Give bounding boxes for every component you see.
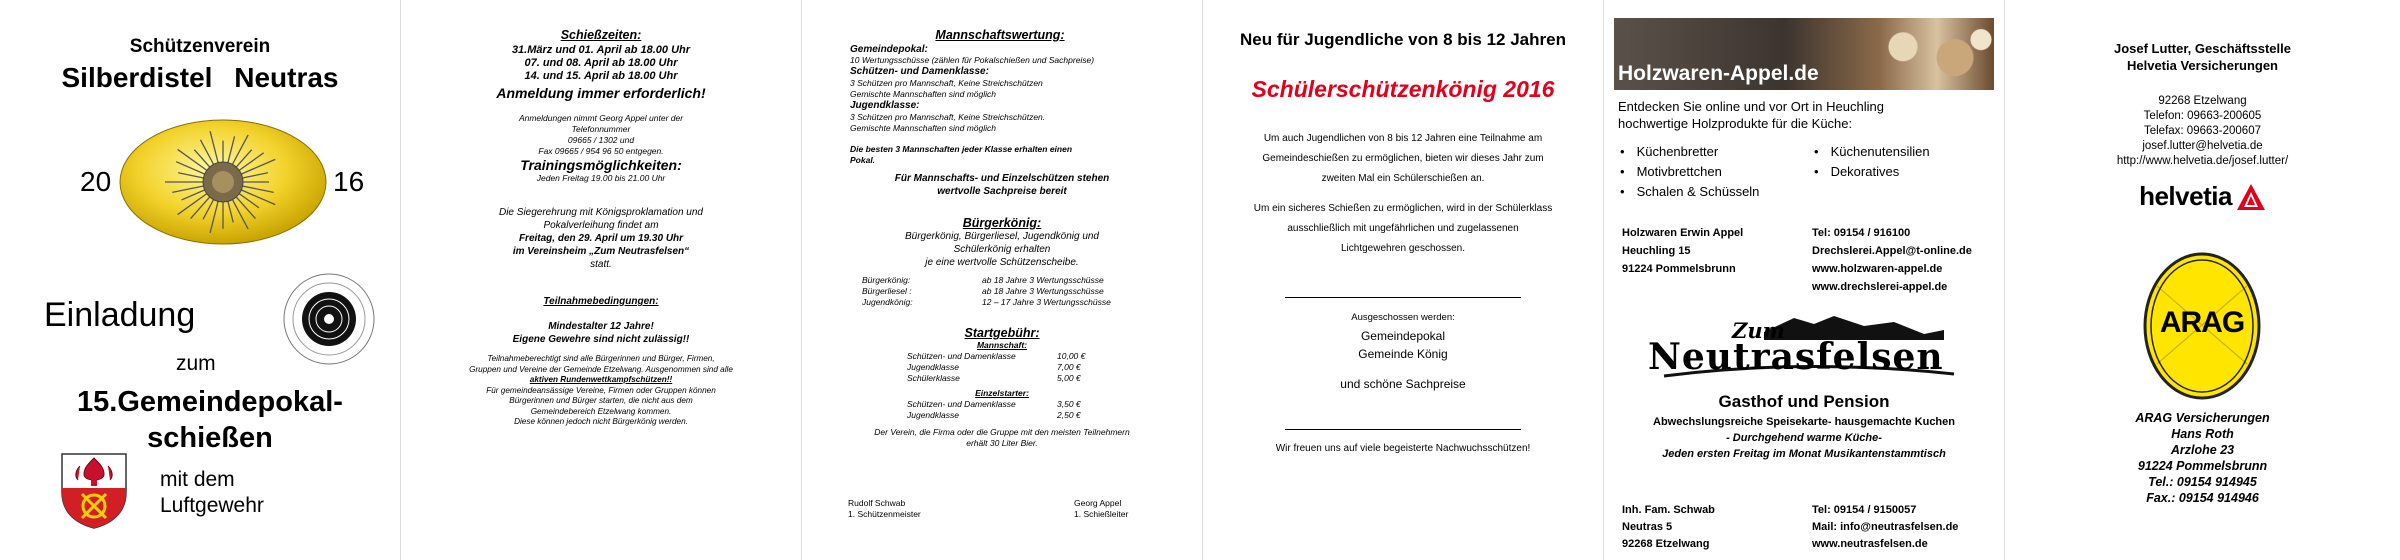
king-heading: Bürgerkönig:	[962, 216, 1042, 230]
fee-single-table	[907, 399, 1097, 421]
product-list-left	[1620, 142, 1759, 202]
king-row-key: Bürgerkönig:	[862, 275, 911, 285]
event-title-2: schießen	[147, 422, 273, 454]
holz-addr-1: Holzwaren Erwin Appel	[1622, 227, 1744, 239]
holz-contact-3[interactable]: www.holzwaren-appel.de	[1812, 263, 1943, 275]
club-line1: Schützenverein	[129, 36, 271, 57]
logo-zum: Zum	[1732, 318, 1785, 343]
prize-1: Gemeindepokal	[1360, 329, 1446, 343]
municipal-crest-icon	[60, 452, 128, 530]
gp-text: 10 Wertungsschüsse (zählen für Pokalschießen und Sachpreise)	[850, 55, 1095, 65]
sign-right-name: Georg Appel	[1074, 498, 1122, 508]
jk-heading: Jugendklasse:	[850, 100, 920, 111]
youth-p1-1: Um auch Jugendlichen von 8 bis 12 Jahren eine Teilnahme am	[1263, 133, 1543, 144]
neutrasfelsen-logo	[1644, 314, 1964, 384]
sd-text-1: 3 Schützen pro Mannschaft, Keine Streichschützen	[850, 78, 1043, 88]
fee-heading: Startgebühr:	[964, 326, 1040, 340]
sd-heading: Schützen- und Damenklasse:	[850, 66, 989, 77]
holz-intro-1: Entdecken Sie online und vor Ort in Heuchling	[1618, 99, 1884, 114]
holzwaren-banner	[1614, 18, 1994, 90]
helvetia-url[interactable]: http://www.helvetia.de/josef.lutter/	[2116, 155, 2289, 167]
inn-title: Gasthof und Pension	[1718, 392, 1890, 411]
inn-line-3: Jeden ersten Freitag im Monat Musikantenstammtisch	[1662, 448, 1946, 460]
thistle-emblem	[118, 118, 328, 246]
panel-youth	[1203, 0, 1603, 560]
fee-val: 2,50 €	[1057, 410, 1081, 420]
best3-1: Die besten 3 Mannschaften jeder Klasse erhalten einen	[850, 144, 1073, 154]
jk-text-2: Gemischte Mannschaften sind möglich	[850, 123, 996, 133]
fee-team-table	[907, 351, 1097, 384]
ceremony-5: statt.	[590, 259, 612, 270]
event-title-1: 15.Gemeindepokal-	[77, 386, 343, 418]
holz-addr-2: Heuchling 15	[1622, 245, 1691, 257]
shot-for-label: Ausgeschossen werden:	[1351, 312, 1455, 323]
panel-rules	[802, 0, 1202, 560]
inn-contact-1: Tel: 09154 / 9150057	[1812, 504, 1917, 516]
youth-p2-1: Um ein sicheres Schießen zu ermöglichen, wird in der Schülerklass	[1253, 203, 1553, 214]
product-item: • Küchenbretter	[1620, 142, 1759, 162]
youth-p2-3: Lichtgewehren geschossen.	[1341, 243, 1465, 254]
logo-name: Neutrasfelsen	[1648, 336, 1944, 378]
register-note: Anmeldung immer erforderlich!	[496, 85, 706, 101]
training-time: Jeden Freitag 19.00 bis 21.00 Uhr	[536, 173, 666, 183]
jk-text-1: 3 Schützen pro Mannschaft, Keine Streichschützen.	[850, 112, 1046, 122]
panel-cover	[0, 0, 400, 560]
king-row-val: ab 18 Jahre 3 Wertungsschüsse	[982, 286, 1104, 296]
arag-1: ARAG Versicherungen	[2135, 411, 2270, 425]
prize-2: Gemeinde König	[1358, 347, 1448, 361]
ceremony-3: Freitag, den 29. April um 19.30 Uhr	[518, 233, 684, 244]
fee-key: Schülerklasse	[907, 373, 960, 383]
product-item: • Küchenutensilien	[1814, 142, 1930, 162]
holz-addr-3: 91224 Pommelsbrunn	[1622, 263, 1736, 275]
inn-line-2: - Durchgehend warme Küche-	[1726, 432, 1882, 444]
youth-red-title: Schülerschützenkönig 2016	[1251, 76, 1555, 102]
invite-title: Einladung	[44, 296, 196, 334]
helvetia-addr-1: 92268 Etzelwang	[2158, 95, 2247, 107]
sd-text-2: Gemischte Mannschaften sind möglich	[850, 89, 996, 99]
year-right: 16	[333, 166, 365, 197]
fee-key: Schützen- und Damenklasse	[907, 399, 1016, 409]
fee-single: Einzelstarter:	[975, 388, 1029, 398]
cond-5: Bürgerinnen und Bürger starten, die nicht aus dem	[509, 396, 693, 405]
helvetia-agent: Josef Lutter, Geschäftsstelle	[2113, 41, 2291, 56]
arag-4: 91224 Pommelsbrunn	[2137, 459, 2268, 473]
cond-4: Für gemeindeansässige Vereine, Firmen oder Gruppen können	[486, 385, 716, 395]
product-item: • Schalen & Schüsseln	[1620, 182, 1759, 202]
cond-3: aktiven Rundenwettkampfschützen!!	[529, 375, 673, 384]
youth-p1-3: zweiten Mal ein Schülerschießen an.	[1321, 173, 1485, 184]
invite-zum: zum	[176, 352, 216, 375]
helvetia-company: Helvetia Versicherungen	[2126, 58, 2278, 73]
time-3: 14. und 15. April ab 18.00 Uhr	[524, 70, 678, 82]
schedule-heading: Schießzeiten:	[560, 28, 642, 42]
inn-contact-2[interactable]: Mail: info@neutrasfelsen.de	[1812, 521, 1959, 533]
arag-6: Fax.: 09154 914946	[2146, 491, 2259, 505]
no-own-guns: Eigene Gewehre sind nicht zulässig!!	[512, 334, 690, 345]
gp-heading: Gemeindepokal:	[850, 44, 928, 55]
fee-val: 10,00 €	[1057, 351, 1086, 361]
panel-schedule	[401, 0, 801, 560]
arag-5: Tel.: 09154 914945	[2148, 475, 2257, 489]
register-line-2: Telefonnummer	[571, 124, 631, 134]
club-name: Silberdistel Neutras	[61, 62, 339, 93]
cond-1: Teilnahmeberechtigt sind alle Bürgerinnen und Bürger, Firmen,	[487, 354, 715, 363]
prizes-2: wertvolle Sachpreise bereit	[937, 186, 1067, 197]
fee-val: 7,00 €	[1057, 362, 1081, 372]
panel-insurance	[2005, 0, 2400, 560]
best3-2: Pokal.	[850, 155, 876, 165]
helvetia-email[interactable]: josef.lutter@helvetia.de	[2142, 140, 2263, 152]
inn-addr-2: Neutras 5	[1622, 521, 1673, 533]
inn-addr-3: 92268 Etzelwang	[1622, 538, 1710, 550]
helvetia-addr-2: Telefon: 09663-200605	[2143, 110, 2262, 122]
beer-1: Der Verein, die Firma oder die Gruppe mit den meisten Teilnehmern	[874, 427, 1130, 437]
cond-7: Diese können jedoch nicht Bürgerkönig werden.	[514, 417, 688, 426]
cond-6: Gemeindebereich Etzelwang kommen.	[530, 406, 672, 416]
arag-wordmark: ARAG	[2159, 306, 2245, 339]
inn-contact-3[interactable]: www.neutrasfelsen.de	[1812, 538, 1928, 550]
ceremony-4: im Vereinsheim „Zum Neutrasfelsen“	[512, 246, 690, 257]
divider	[1285, 429, 1521, 430]
register-line-3: 09665 / 1302 und	[567, 135, 635, 145]
arag-3: Arzlohe 23	[2170, 443, 2235, 457]
beer-2: erhält 30 Liter Bier.	[966, 438, 1038, 448]
helvetia-logo	[2005, 181, 2400, 212]
ceremony-1: Die Siegerehrung mit Königsproklamation und	[498, 207, 703, 218]
time-1: 31.März und 01. April ab 18.00 Uhr	[511, 44, 691, 56]
fee-key: Schützen- und Damenklasse	[907, 351, 1016, 361]
sign-left-name: Rudolf Schwab	[848, 498, 906, 508]
register-line-1: Anmeldungen nimmt Georg Appel unter der	[518, 113, 684, 123]
king-row-val: ab 18 Jahre 3 Wertungsschüsse	[982, 275, 1104, 285]
king-text-2: Schülerkönig erhalten	[953, 244, 1051, 255]
king-text-3: je eine wertvolle Schützenscheibe.	[925, 257, 1079, 268]
helvetia-addr-3: Telefax: 09663-200607	[2143, 125, 2261, 137]
product-item: • Dekoratives	[1814, 162, 1930, 182]
holz-contact-2[interactable]: Drechslerei.Appel@t-online.de	[1812, 245, 1972, 257]
youth-title: Neu für Jugendliche von 8 bis 12 Jahren	[1240, 30, 1566, 49]
youth-p2-2: ausschließlich mit ungefährlichen und zugelassenen	[1287, 223, 1519, 234]
youth-closing: Wir freuen uns auf viele begeisterte Nachwuchsschützen!	[1275, 443, 1531, 454]
fee-key: Jugendklasse	[907, 410, 959, 420]
fee-key: Jugendklasse	[907, 362, 959, 372]
sign-right-role: 1. Schießleiter	[1074, 509, 1129, 519]
inn-addr-1: Inh. Fam. Schwab	[1622, 504, 1715, 516]
holz-contact-1: Tel: 09154 / 916100	[1812, 227, 1911, 239]
youth-p1-2: Gemeindeschießen zu ermöglichen, bieten wir dieses Jahr zum	[1262, 153, 1544, 164]
fee-val: 5,00 €	[1057, 373, 1081, 383]
king-table	[862, 275, 1142, 308]
cond-2: Gruppen und Vereine der Gemeinde Etzelwang. Ausgenommen sind alle	[469, 364, 733, 374]
king-row-key: Jugendkönig:	[862, 297, 913, 307]
register-line-4: Fax 09665 / 954 96 50 entgegen.	[538, 146, 664, 156]
prizes-1: Für Mannschafts- und Einzelschützen stehen	[894, 173, 1110, 184]
holz-intro-2: hochwertige Holzprodukte für die Küche:	[1618, 116, 1853, 131]
prize-3: und schöne Sachpreise	[1340, 377, 1466, 391]
king-row-key: Bürgerliesel :	[862, 286, 912, 296]
weapon-label: Luftgewehr	[160, 494, 264, 517]
training-heading: Trainingsmöglichkeiten:	[520, 157, 682, 173]
year-left: 20	[80, 166, 112, 197]
team-heading: Mannschaftswertung:	[935, 28, 1065, 42]
helvetia-triangle-icon	[2236, 183, 2266, 211]
panel-sponsors	[1604, 0, 2004, 560]
fee-val: 3,50 €	[1057, 399, 1081, 409]
holz-contact-4[interactable]: www.drechslerei-appel.de	[1812, 281, 1948, 293]
sign-left-role: 1. Schützenmeister	[848, 509, 921, 519]
divider	[1285, 297, 1521, 298]
with-label: mit dem	[160, 468, 235, 491]
fee-team: Mannschaft:	[976, 340, 1028, 350]
ceremony-2: Pokalverleihung findet am	[543, 220, 659, 231]
arag-2: Hans Roth	[2171, 427, 2234, 441]
conditions-heading: Teilnahmebedingungen:	[543, 296, 659, 307]
inn-line-1: Abwechslungsreiche Speisekarte- hausgemachte Kuchen	[1653, 416, 1955, 428]
helvetia-wordmark: helvetia	[2139, 181, 2232, 211]
product-item: • Motivbrettchen	[1620, 162, 1759, 182]
time-2: 07. und 08. April ab 18.00 Uhr	[524, 57, 678, 69]
min-age: Mindestalter 12 Jahre!	[548, 321, 654, 332]
product-list-right	[1814, 142, 1930, 182]
banner-text: Holzwaren-Appel.de	[1618, 62, 1819, 85]
king-text-1: Bürgerkönig, Bürgerliesel, Jugendkönig und	[904, 231, 1099, 242]
target-icon	[282, 272, 376, 366]
king-row-val: 12 – 17 Jahre 3 Wertungsschüsse	[982, 297, 1111, 307]
